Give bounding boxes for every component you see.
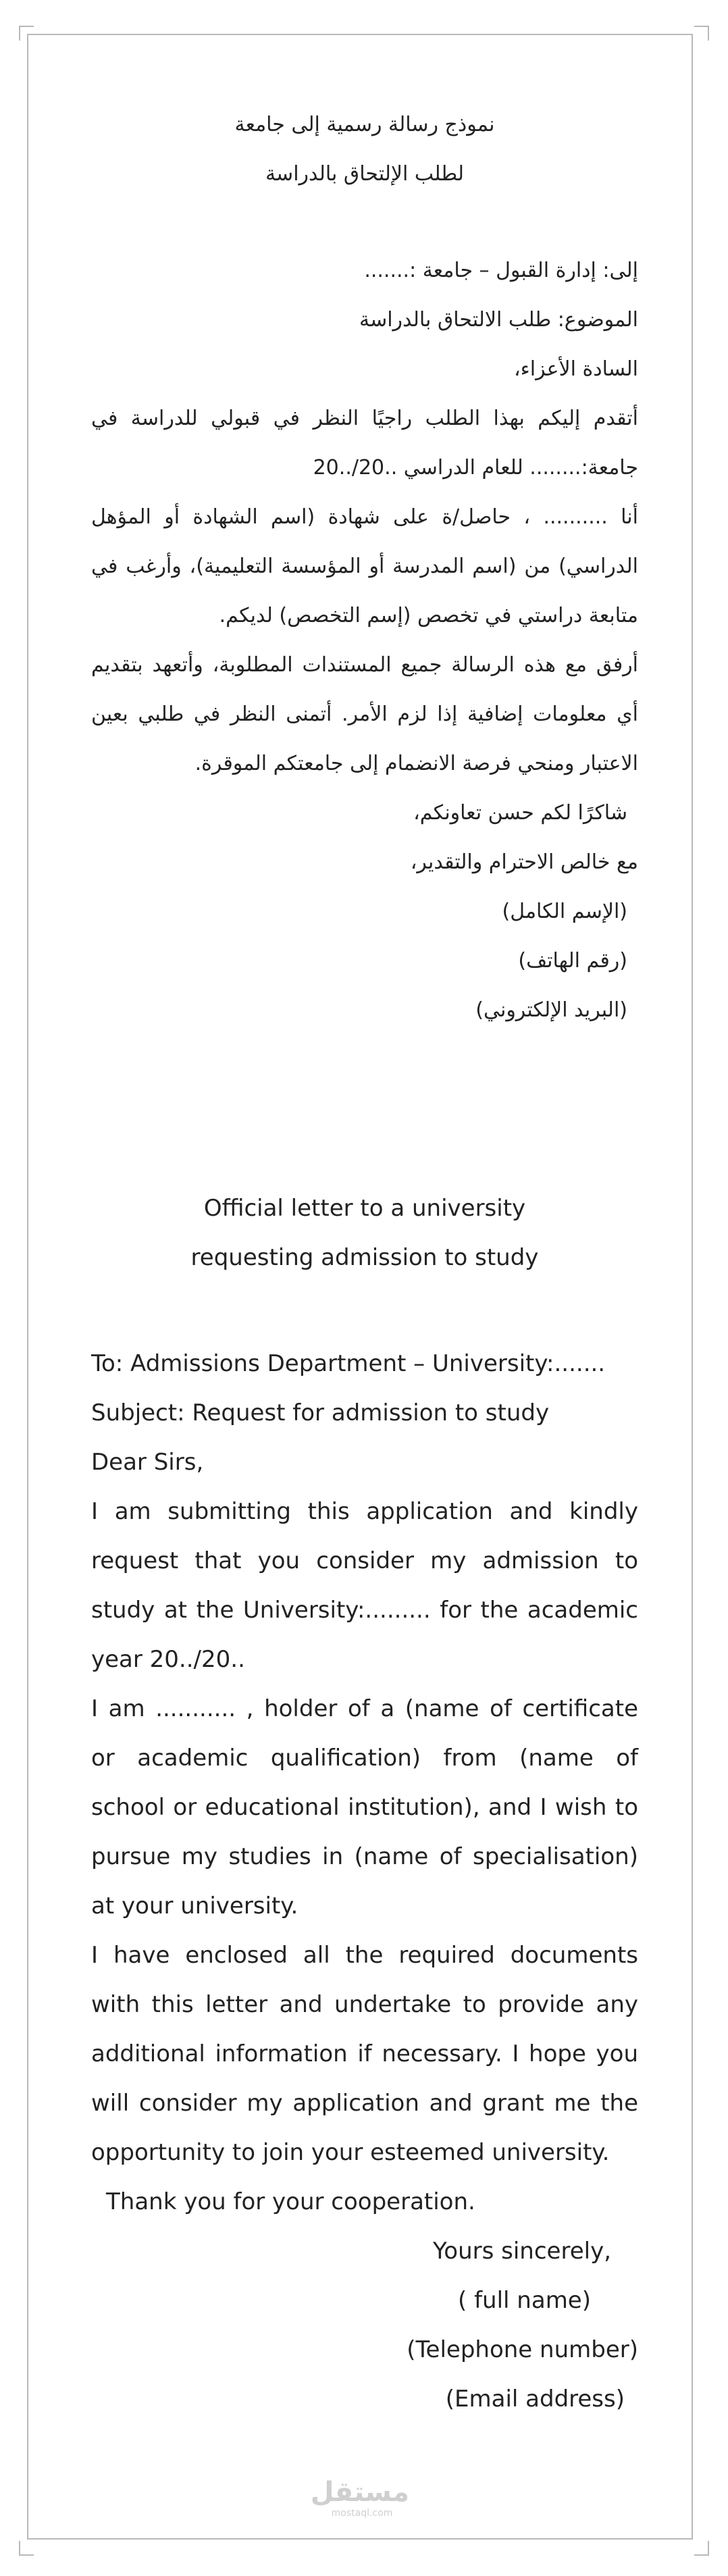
- watermark-arabic-logo: مستقل: [310, 2477, 409, 2508]
- english-closing: Yours sincerely,: [433, 2238, 611, 2265]
- english-email: (Email address): [445, 2386, 625, 2413]
- english-recipient: To: Admissions Department – University:.......: [91, 1350, 606, 1377]
- arabic-letter: [91, 100, 638, 1035]
- arabic-recipient: إلى: إدارة القبول – جامعة :.......: [364, 259, 638, 282]
- english-paragraph-2: I am ........... , holder of a (name of certificate or academic qualification) from (name of school or educational institution), and I wish to pursue my studies in (name of specialisation) at your university.: [91, 1695, 638, 1920]
- watermark-domain: mostaql.com: [331, 2508, 393, 2519]
- arabic-greeting: السادة الأعزاء،: [513, 357, 638, 381]
- border-corner-top-right: [694, 26, 709, 41]
- english-thanks: Thank you for your cooperation.: [106, 2188, 475, 2215]
- english-greeting: Dear Sirs,: [91, 1449, 204, 1476]
- arabic-phone: (رقم الهاتف): [518, 949, 627, 973]
- arabic-title-line2: لطلب الإلتحاق بالدراسة: [265, 162, 465, 186]
- border-corner-bottom-left: [19, 2541, 34, 2556]
- english-full-name: ( full name): [458, 2287, 591, 2314]
- border-corner-top-left: [19, 26, 34, 41]
- english-paragraph-3: I have enclosed all the required documents with this letter and undertake to provide any additional information if necessary. I hope you will consider my application and grant me the opportunity to join your esteemed university.: [91, 1942, 638, 2166]
- arabic-thanks: شاكرًا لكم حسن تعاونكم،: [413, 801, 627, 825]
- arabic-paragraph-2: أنا .......... ، حاصل/ة على شهادة (اسم الشهادة أو المؤهل الدراسي) من (اسم المدرسة أو المؤسسة التعليمية)، وأرغب في متابعة دراستي في تخصص (إسم التخصص) لديكم.: [91, 505, 638, 627]
- border-corner-bottom-right: [694, 2541, 709, 2556]
- english-title-line2: requesting admission to study: [190, 1244, 539, 1271]
- arabic-title-line1: نموذج رسالة رسمية إلى جامعة: [234, 113, 495, 136]
- arabic-paragraph-1: أتقدم إليكم بهذا الطلب راجيًا النظر في قبولي للدراسة في جامعة:........ للعام الدراسي ..20/..20: [91, 407, 638, 480]
- english-phone: (Telephone number): [407, 2336, 638, 2363]
- english-title-line1: Official letter to a university: [203, 1195, 526, 1222]
- arabic-closing: مع خالص الاحترام والتقدير،: [410, 850, 638, 874]
- english-letter: [91, 1184, 638, 2424]
- arabic-email: (البريد الإلكتروني): [475, 998, 627, 1022]
- arabic-subject: الموضوع: طلب الالتحاق بالدراسة: [359, 308, 638, 332]
- arabic-paragraph-3: أرفق مع هذه الرسالة جميع المستندات المطلوبة، وأتعهد بتقديم أي معلومات إضافية إذا لزم الأمر. أتمنى النظر في طلبي بعين الاعتبار ومنحي فرصة الانضمام إلى جامعتكم الموقرة.: [91, 653, 638, 775]
- english-paragraph-1: I am submitting this application and kindly request that you consider my admission to study at the University:......... for the academic year 20../20..: [91, 1498, 638, 1673]
- english-subject: Subject: Request for admission to study: [91, 1399, 550, 1426]
- mostaql-watermark: [310, 2477, 409, 2519]
- arabic-full-name: (الإسم الكامل): [502, 900, 627, 923]
